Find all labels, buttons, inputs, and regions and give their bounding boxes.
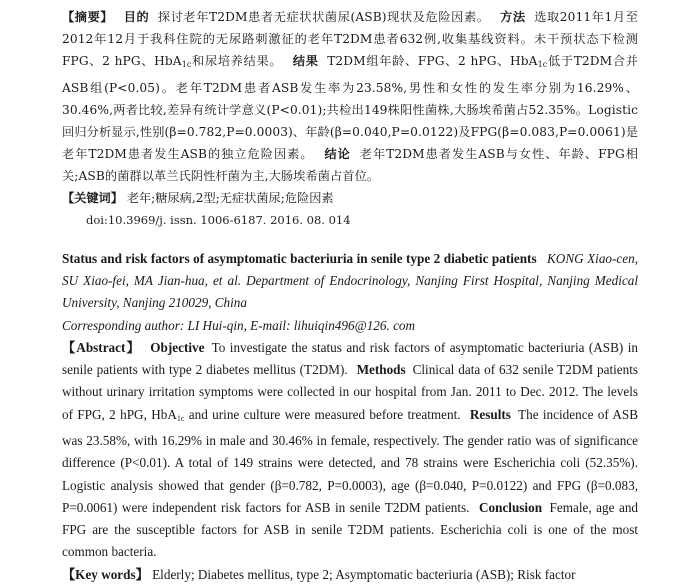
en-objective-label: Objective [150, 339, 205, 355]
cn-results-text: T2DM组年龄、FPG、2 hPG、HbA [327, 54, 538, 69]
en-results-label: Results [469, 406, 511, 422]
en-methods-subscript: 1c [176, 413, 185, 423]
en-methods-text-end: and urine culture were measured before treatment. [188, 406, 461, 422]
cn-results-subscript: 1c [537, 60, 548, 70]
cn-methods-text: 选取2011年1月至2012年12月于我科住院的无尿路刺激征的老年T2DM患者632例,收集基线资料。未干预状态下检测FPG、2 hPG、HbA [62, 10, 638, 69]
en-abstract-label: 【Abstract】 [62, 339, 141, 355]
corresponding-author: Corresponding author: LI Hui-qin, E-mail: lihuiqin496@126. com [62, 317, 416, 333]
en-keywords-text: Elderly; Diabetes mellitus, type 2; Asymptomatic bacteriuria (ASB); Risk factor [152, 566, 576, 582]
cn-conclusion-label: 结论 [324, 147, 351, 162]
en-methods-label: Methods [356, 362, 406, 378]
en-keywords-label: 【Key words】 [62, 566, 149, 582]
chinese-abstract [62, 6, 638, 188]
cn-results-text-end: 低于T2DM合并ASB组(P<0.05)。老年T2DM患者ASB发生率为23.58%,男性和女性的发生率分别为16.29%、30.46%,两者比较,差异有统计学意义(P<0.01);共检出149株阳性菌株,大肠埃希菌占52.35%。Logistic回归分析显示,性别(β=0.782,P=0.0003)、年龄(β=0.040,P=0.0122)及FPG(β=0.083,P=0.0061)是老年T2DM患者发生ASB的独立危险因素。 [62, 54, 639, 162]
cn-results-label: 结果 [292, 54, 319, 69]
en-conclusion-text: Female, age and FPG are the susceptible factors for ASB in senile T2DM patients. Escherichia coli is one of the most common bacteria. [62, 499, 639, 560]
cn-keywords-label: 【关键词】 [62, 190, 123, 205]
english-keywords [62, 564, 638, 586]
en-methods-text: Clinical data of 632 senile T2DM patients without urinary irritation symptoms were collected in our hospital from Jan. 2011 to Dec. 2012. The levels of FPG, 2 hPG, HbA [62, 362, 639, 422]
english-title: Status and risk factors of asymptomatic bacteriuria in senile type 2 diabetic patients [62, 250, 537, 266]
cn-abstract-label: 【摘要】 [62, 10, 114, 24]
cn-keywords-text: 老年;糖尿病,2型;无症状菌尿;危险因素 [126, 190, 334, 205]
en-conclusion-label: Conclusion [479, 499, 543, 515]
english-header [62, 248, 638, 315]
en-results-text: The incidence of ASB was 23.58%, with 16.29% in male and 30.46% in female, respectively. The gender ratio was of significance difference (P<0.01). A total of 149 strains were detected, and 78 strains were Escherichia coli (52.35%). Logistic analysis showed that gender (β=0.782, P=0.0003), age (β=0.040, P=0.0122) and FPG (β=0.083, P=0.0061) were independent risk factors for ASB in senile T2DM patients. [62, 406, 639, 515]
cn-methods-text-end: 和尿培养结果。 [191, 54, 283, 69]
chinese-keywords [62, 188, 638, 209]
cn-methods-subscript: 1c [181, 60, 192, 70]
section-gap [62, 231, 638, 248]
english-abstract [62, 337, 638, 564]
en-objective-text: To investigate the status and risk factors of asymptomatic bacteriuria (ASB) in senile patients with type 2 diabetes mellitus (T2DM). [62, 339, 639, 378]
cn-objective-text: 探讨老年T2DM患者无症状状菌尿(ASB)现状及危险因素。 [157, 10, 490, 24]
cn-conclusion-text: 老年T2DM患者发生ASB与女性、年龄、FPG相关;ASB的菌群以革兰氏阴性杆菌为主,大肠埃希菌占首位。 [62, 147, 638, 184]
doi-line: doi:10.3969/j. issn. 1006-6187. 2016. 08. 014 [86, 212, 351, 227]
cn-methods-label: 方法 [500, 10, 526, 24]
english-authors: KONG Xiao-cen, SU Xiao-fei, MA Jian-hua, et al. [62, 250, 639, 288]
cn-objective-label: 目的 [123, 10, 150, 24]
english-affiliation: Department of Endocrinology, Nanjing First Hospital, Nanjing Medical University, Nanjing 210029, China [62, 272, 638, 311]
